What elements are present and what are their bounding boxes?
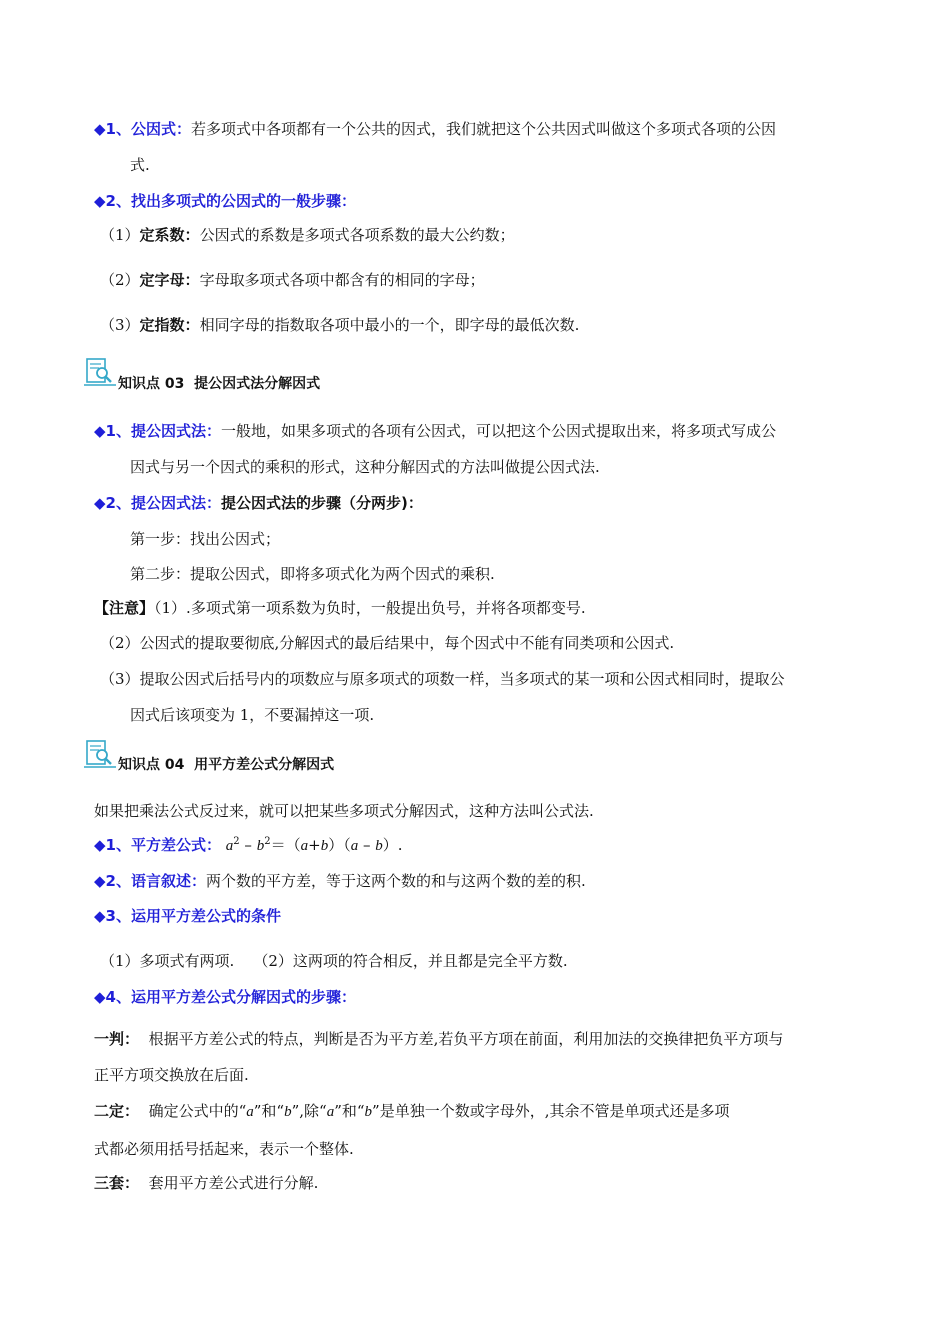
search-document-icon bbox=[84, 738, 116, 768]
search-document-icon bbox=[84, 356, 116, 386]
kp03-step-2: 第二步：提取公因式，即将多项式化为两个因式的乘积. bbox=[130, 565, 495, 583]
kp04-conditions-heading bbox=[94, 905, 281, 927]
diamond-bullet-icon: ◆ bbox=[94, 907, 106, 925]
step-heading: 定指数： bbox=[139, 316, 200, 334]
kp02-p1-text: 若多项式中各项都有一个公共的因式，我们就把这个公共因式叫做这个多项式各项的公因 bbox=[191, 120, 777, 138]
var-a: a bbox=[326, 1104, 335, 1120]
kp04-step-determine bbox=[94, 1100, 729, 1123]
kp04-p2-heading: 2、语言叙述： bbox=[105, 872, 206, 890]
formula bbox=[226, 836, 403, 854]
kp03-method-steps-heading bbox=[94, 492, 423, 514]
text-fragment: ”和“ bbox=[253, 1102, 285, 1120]
var-b: b bbox=[320, 838, 329, 854]
kp02-p1-heading: 1、公因式： bbox=[105, 120, 191, 138]
kp04-p4-heading: 4、运用平方差公式分解因式的步骤： bbox=[105, 988, 356, 1006]
text-fragment: ”,除“ bbox=[291, 1102, 327, 1120]
kp03-method-definition bbox=[94, 420, 776, 442]
equals-sign: ＝ bbox=[270, 836, 286, 854]
kp04-conditions bbox=[100, 950, 568, 972]
var-a: a bbox=[350, 838, 359, 854]
kp03-p2-text: 提公因式法的步骤（分两步)： bbox=[221, 494, 423, 512]
kp04-verbal-statement bbox=[94, 870, 586, 892]
var-b: b bbox=[364, 1104, 373, 1120]
minus-sign: – bbox=[358, 836, 376, 854]
text-fragment: ”和“ bbox=[334, 1102, 365, 1120]
kp03-p1-heading: 1、提公因式法： bbox=[105, 422, 221, 440]
step-heading: 定字母： bbox=[139, 271, 200, 289]
step-text: 字母取多项式各项中都含有的相同的字母； bbox=[199, 271, 485, 289]
kp03-note-3: （3）提取公因式后括号内的项数应与原多项式的项数一样，当多项式的某一项和公因式相同时，提取公 bbox=[100, 670, 785, 688]
diamond-bullet-icon: ◆ bbox=[94, 494, 106, 512]
diamond-bullet-icon: ◆ bbox=[94, 192, 106, 210]
kp04-intro: 如果把乘法公式反过来，就可以把某些多项式分解因式，这种方法叫公式法. bbox=[94, 802, 594, 820]
kp03-p1-text: 一般地，如果多项式的各项有公因式，可以把这个公因式提取出来，将多项式写成公 bbox=[221, 422, 777, 440]
step-number: （3） bbox=[100, 316, 140, 334]
step-number: （1） bbox=[100, 226, 140, 244]
left-paren: （ bbox=[285, 836, 301, 854]
section-number: 04 bbox=[164, 757, 185, 773]
kp03-section-title bbox=[118, 373, 320, 393]
exponent: 2 bbox=[233, 836, 240, 847]
var-a: a bbox=[300, 838, 309, 854]
var-b: b bbox=[284, 1104, 292, 1120]
section-title-text: 用平方差公式分解因式 bbox=[194, 757, 335, 773]
kp02-steps-heading bbox=[94, 190, 356, 212]
kp02-step-1 bbox=[100, 224, 515, 246]
right-paren: ） bbox=[328, 836, 344, 854]
section-title-text: 提公因式法分解因式 bbox=[194, 376, 321, 392]
diamond-bullet-icon: ◆ bbox=[94, 872, 106, 890]
kp03-note-3-continuation: 因式后该项变为 1，不要漏掉这一项. bbox=[130, 706, 375, 724]
var-b: b bbox=[375, 838, 383, 854]
kp04-step-apply bbox=[94, 1172, 318, 1194]
diamond-bullet-icon: ◆ bbox=[94, 422, 106, 440]
condition-1: （1）多项式有两项. bbox=[100, 952, 235, 970]
condition-2: （2）这两项的符合相反，并且都是完全平方数. bbox=[253, 952, 568, 970]
step-number: （2） bbox=[100, 271, 140, 289]
kp04-p3-heading: 3、运用平方差公式的条件 bbox=[105, 907, 281, 925]
section-prefix: 知识点 bbox=[118, 376, 160, 392]
kp02-step-3 bbox=[100, 314, 579, 336]
kp04-step-judge-continuation: 正平方项交换放在后面. bbox=[94, 1066, 249, 1084]
var-a: a bbox=[246, 1104, 254, 1120]
kp03-p1-continuation: 因式与另一个因式的乘积的形式，这种分解因式的方法叫做提公因式法. bbox=[130, 458, 600, 476]
step-text: 套用平方差公式进行分解. bbox=[148, 1174, 319, 1192]
kp04-step-judge bbox=[94, 1028, 783, 1050]
step-text: 相同字母的指数取各项中最小的一个，即字母的最低次数. bbox=[199, 316, 580, 334]
step-text: 公因式的系数是多项式各项系数的最大公约数； bbox=[199, 226, 515, 244]
exponent: 2 bbox=[264, 836, 271, 847]
kp04-difference-of-squares-formula bbox=[94, 834, 403, 857]
kp03-step-1: 第一步：找出公因式； bbox=[130, 530, 281, 548]
var-b: b bbox=[256, 838, 265, 854]
kp03-note-1 bbox=[94, 597, 586, 619]
kp02-p1-continuation: 式. bbox=[130, 156, 150, 174]
note-label: 【注意】 bbox=[94, 599, 155, 617]
kp02-step-2 bbox=[100, 269, 485, 291]
period: . bbox=[397, 836, 403, 854]
step-heading: 定系数： bbox=[139, 226, 200, 244]
kp04-p2-text: 两个数的平方差，等于这两个数的和与这两个数的差的积. bbox=[206, 872, 586, 890]
var-a: a bbox=[225, 838, 234, 854]
kp04-section-title bbox=[118, 754, 334, 774]
plus-sign: + bbox=[308, 836, 321, 854]
minus-sign: – bbox=[239, 836, 257, 854]
section-prefix: 知识点 bbox=[118, 757, 160, 773]
diamond-bullet-icon: ◆ bbox=[94, 120, 106, 138]
text-fragment: 确定公式中的“ bbox=[148, 1102, 247, 1120]
kp02-p2-heading: 2、找出多项式的公因式的一般步骤： bbox=[105, 192, 356, 210]
section-number: 03 bbox=[164, 376, 185, 392]
step-heading: 一判： bbox=[94, 1030, 140, 1048]
diamond-bullet-icon: ◆ bbox=[94, 836, 106, 854]
kp04-step-determine-continuation: 式都必须用括号括起来，表示一个整体. bbox=[94, 1140, 354, 1158]
kp03-p2-heading: 2、提公因式法： bbox=[105, 494, 221, 512]
kp04-p1-heading: 1、平方差公式： bbox=[105, 836, 221, 854]
kp03-note-2: （2）公因式的提取要彻底,分解因式的最后结果中，每个因式中不能有同类项和公因式. bbox=[100, 634, 675, 652]
kp02-common-factor-definition bbox=[94, 118, 776, 140]
step-heading: 二定： bbox=[94, 1102, 140, 1120]
text-fragment: ”是单独一个数或字母外，,其余不管是单项式还是多项 bbox=[372, 1102, 730, 1120]
step-text: 根据平方差公式的特点，判断是否为平方差,若负平方项在前面，利用加法的交换律把负平方项与 bbox=[148, 1030, 784, 1048]
diamond-bullet-icon: ◆ bbox=[94, 988, 106, 1006]
note-text: （1）.多项式第一项系数为负时，一般提出负号，并将各项都变号. bbox=[154, 599, 586, 617]
kp04-steps-heading bbox=[94, 986, 356, 1008]
right-paren: ） bbox=[382, 836, 398, 854]
step-heading: 三套： bbox=[94, 1174, 140, 1192]
left-paren: （ bbox=[343, 836, 351, 854]
